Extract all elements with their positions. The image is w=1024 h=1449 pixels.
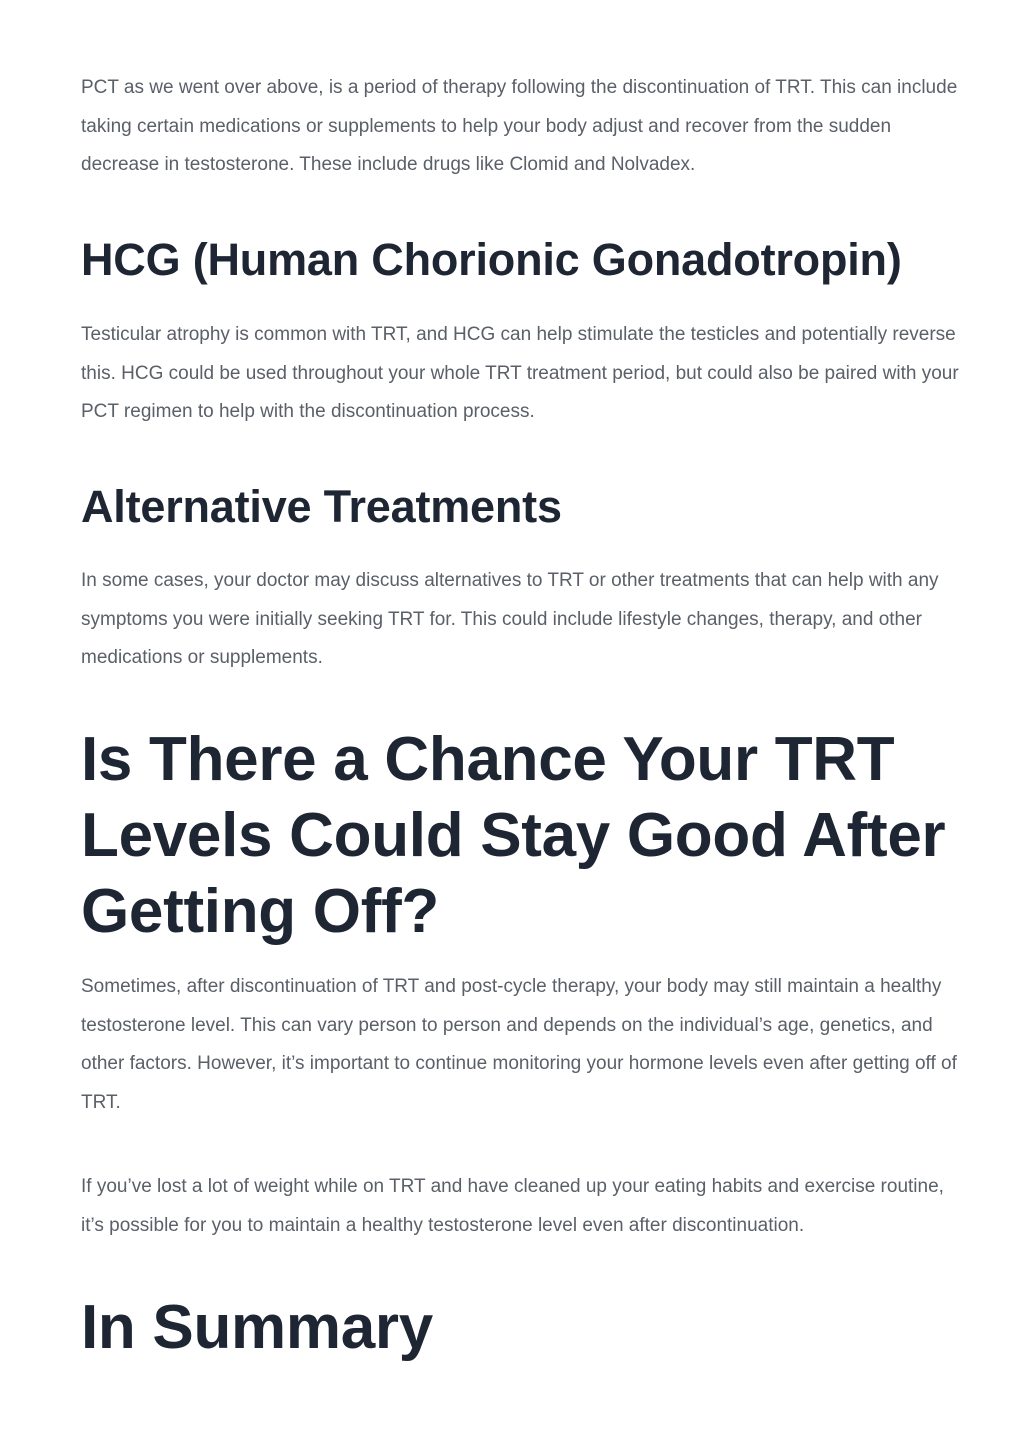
paragraph-pct: PCT as we went over above, is a period of therapy following the discontinuation of TRT. This can include taking certain medications or supplements to help your body adjust and recover from the sudden decrease in testosterone. These include drugs like Clomid and Nolvadex. bbox=[81, 77, 958, 176]
heading-alternative-treatments: Alternative Treatments bbox=[81, 481, 562, 532]
paragraph-trt-levels-2: If you’ve lost a lot of weight while on TRT and have cleaned up your eating habits and exercise routine, it’s possible for you to maintain a healthy testosterone level even after discontinuation. bbox=[81, 1176, 944, 1236]
heading-in-summary: In Summary bbox=[81, 1293, 433, 1362]
paragraph-alternative-treatments: In some cases, your doctor may discuss alternatives to TRT or other treatments that can help with any symptoms you were initially seeking TRT for. This could include lifestyle changes, therapy, and other medications or supplements. bbox=[81, 570, 939, 669]
paragraph-hcg: Testicular atrophy is common with TRT, and HCG can help stimulate the testicles and potentially reverse this. HCG could be used throughout your whole TRT treatment period, but could also be paired with your PCT regimen to help with the discontinuation process. bbox=[81, 324, 959, 423]
heading-hcg: HCG (Human Chorionic Gonadotropin) bbox=[81, 234, 902, 285]
heading-trt-levels-chance: Is There a Chance Your TRT Levels Could Stay Good After Getting Off? bbox=[81, 725, 946, 946]
paragraph-trt-levels-1: Sometimes, after discontinuation of TRT and post-cycle therapy, your body may still maintain a healthy testosterone level. This can vary person to person and depends on the individual’s age, genetics, and other factors. However, it’s important to continue monitoring your hormone levels even after getting off of TRT. bbox=[81, 976, 957, 1114]
